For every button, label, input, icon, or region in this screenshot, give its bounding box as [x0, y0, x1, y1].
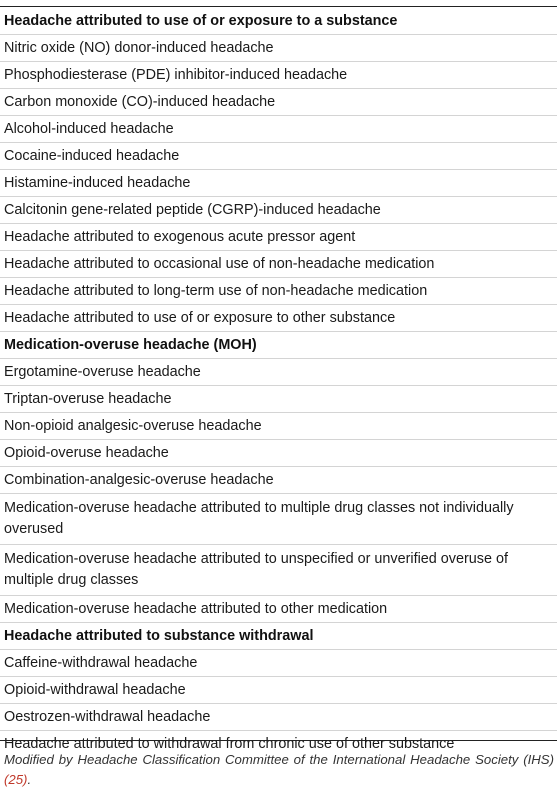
table-body [0, 8, 557, 757]
table-cell: Combination-analgesic-overuse headache [0, 467, 557, 494]
table-cell: Medication-overuse headache attributed to multiple drug classes not individually overused [0, 494, 557, 545]
table-row [0, 224, 557, 251]
table-row [0, 35, 557, 62]
table-cell: Calcitonin gene-related peptide (CGRP)-induced headache [0, 197, 557, 224]
table-cell: Carbon monoxide (CO)-induced headache [0, 89, 557, 116]
table-cell: Headache attributed to withdrawal from chronic use of other substance [0, 731, 557, 758]
section-heading: Headache attributed to use of or exposure to a substance [4, 13, 398, 29]
table-cell: Alcohol-induced headache [0, 116, 557, 143]
table-cell: Non-opioid analgesic-overuse headache [0, 413, 557, 440]
table-row [0, 359, 557, 386]
table-cell: Caffeine-withdrawal headache [0, 650, 557, 677]
table-cell: Medication-overuse headache attributed to other medication [0, 596, 557, 623]
table-cell: Oestrozen-withdrawal headache [0, 704, 557, 731]
footnote-reference-link[interactable]: (25) [4, 772, 28, 787]
table-row [0, 677, 557, 704]
table-cell: Headache attributed to exogenous acute pressor agent [0, 224, 557, 251]
section-heading: Medication-overuse headache (MOH) [0, 332, 557, 359]
table-cell: Headache attributed to long-term use of non-headache medication [0, 278, 557, 305]
footnote-period: . [27, 772, 32, 787]
table-row [0, 596, 557, 623]
table-row [0, 251, 557, 278]
section-heading-row [0, 623, 557, 650]
table-cell: Medication-overuse headache attributed to unspecified or unverified overuse of multiple drug classes [0, 545, 557, 596]
footnote-text: Modified by Headache Classification Committee of the International Headache Society (IHS) [4, 752, 554, 767]
table-row [0, 197, 557, 224]
table-row [0, 305, 557, 332]
table-row [0, 650, 557, 677]
table-cell: Cocaine-induced headache [0, 143, 557, 170]
table-bottom-rule [0, 740, 557, 741]
table-row [0, 494, 557, 545]
table-row [0, 467, 557, 494]
table-row [0, 89, 557, 116]
table-cell: Headache attributed to occasional use of non-headache medication [0, 251, 557, 278]
table-row [0, 278, 557, 305]
table-row [0, 545, 557, 596]
table-row [0, 170, 557, 197]
table-row [0, 704, 557, 731]
table-cell: Headache attributed to use of or exposure to other substance [0, 305, 557, 332]
table-footnote [4, 750, 554, 790]
table-cell: Histamine-induced headache [0, 170, 557, 197]
table-cell: Ergotamine-overuse headache [0, 359, 557, 386]
table-row [0, 386, 557, 413]
table-row [0, 440, 557, 467]
table-cell: Opioid-overuse headache [0, 440, 557, 467]
table-cell: Nitric oxide (NO) donor-induced headache [0, 35, 557, 62]
table-cell: Opioid-withdrawal headache [0, 677, 557, 704]
section-heading-row [0, 332, 557, 359]
table-row [0, 143, 557, 170]
table-top-rule [0, 6, 557, 7]
table-cell: Phosphodiesterase (PDE) inhibitor-induced headache [0, 62, 557, 89]
table-row [0, 116, 557, 143]
table-row [0, 62, 557, 89]
section-heading-row [0, 8, 557, 35]
table-row [0, 413, 557, 440]
section-heading: Headache attributed to substance withdrawal [0, 623, 557, 650]
classification-table [0, 8, 557, 757]
table-cell: Triptan-overuse headache [0, 386, 557, 413]
